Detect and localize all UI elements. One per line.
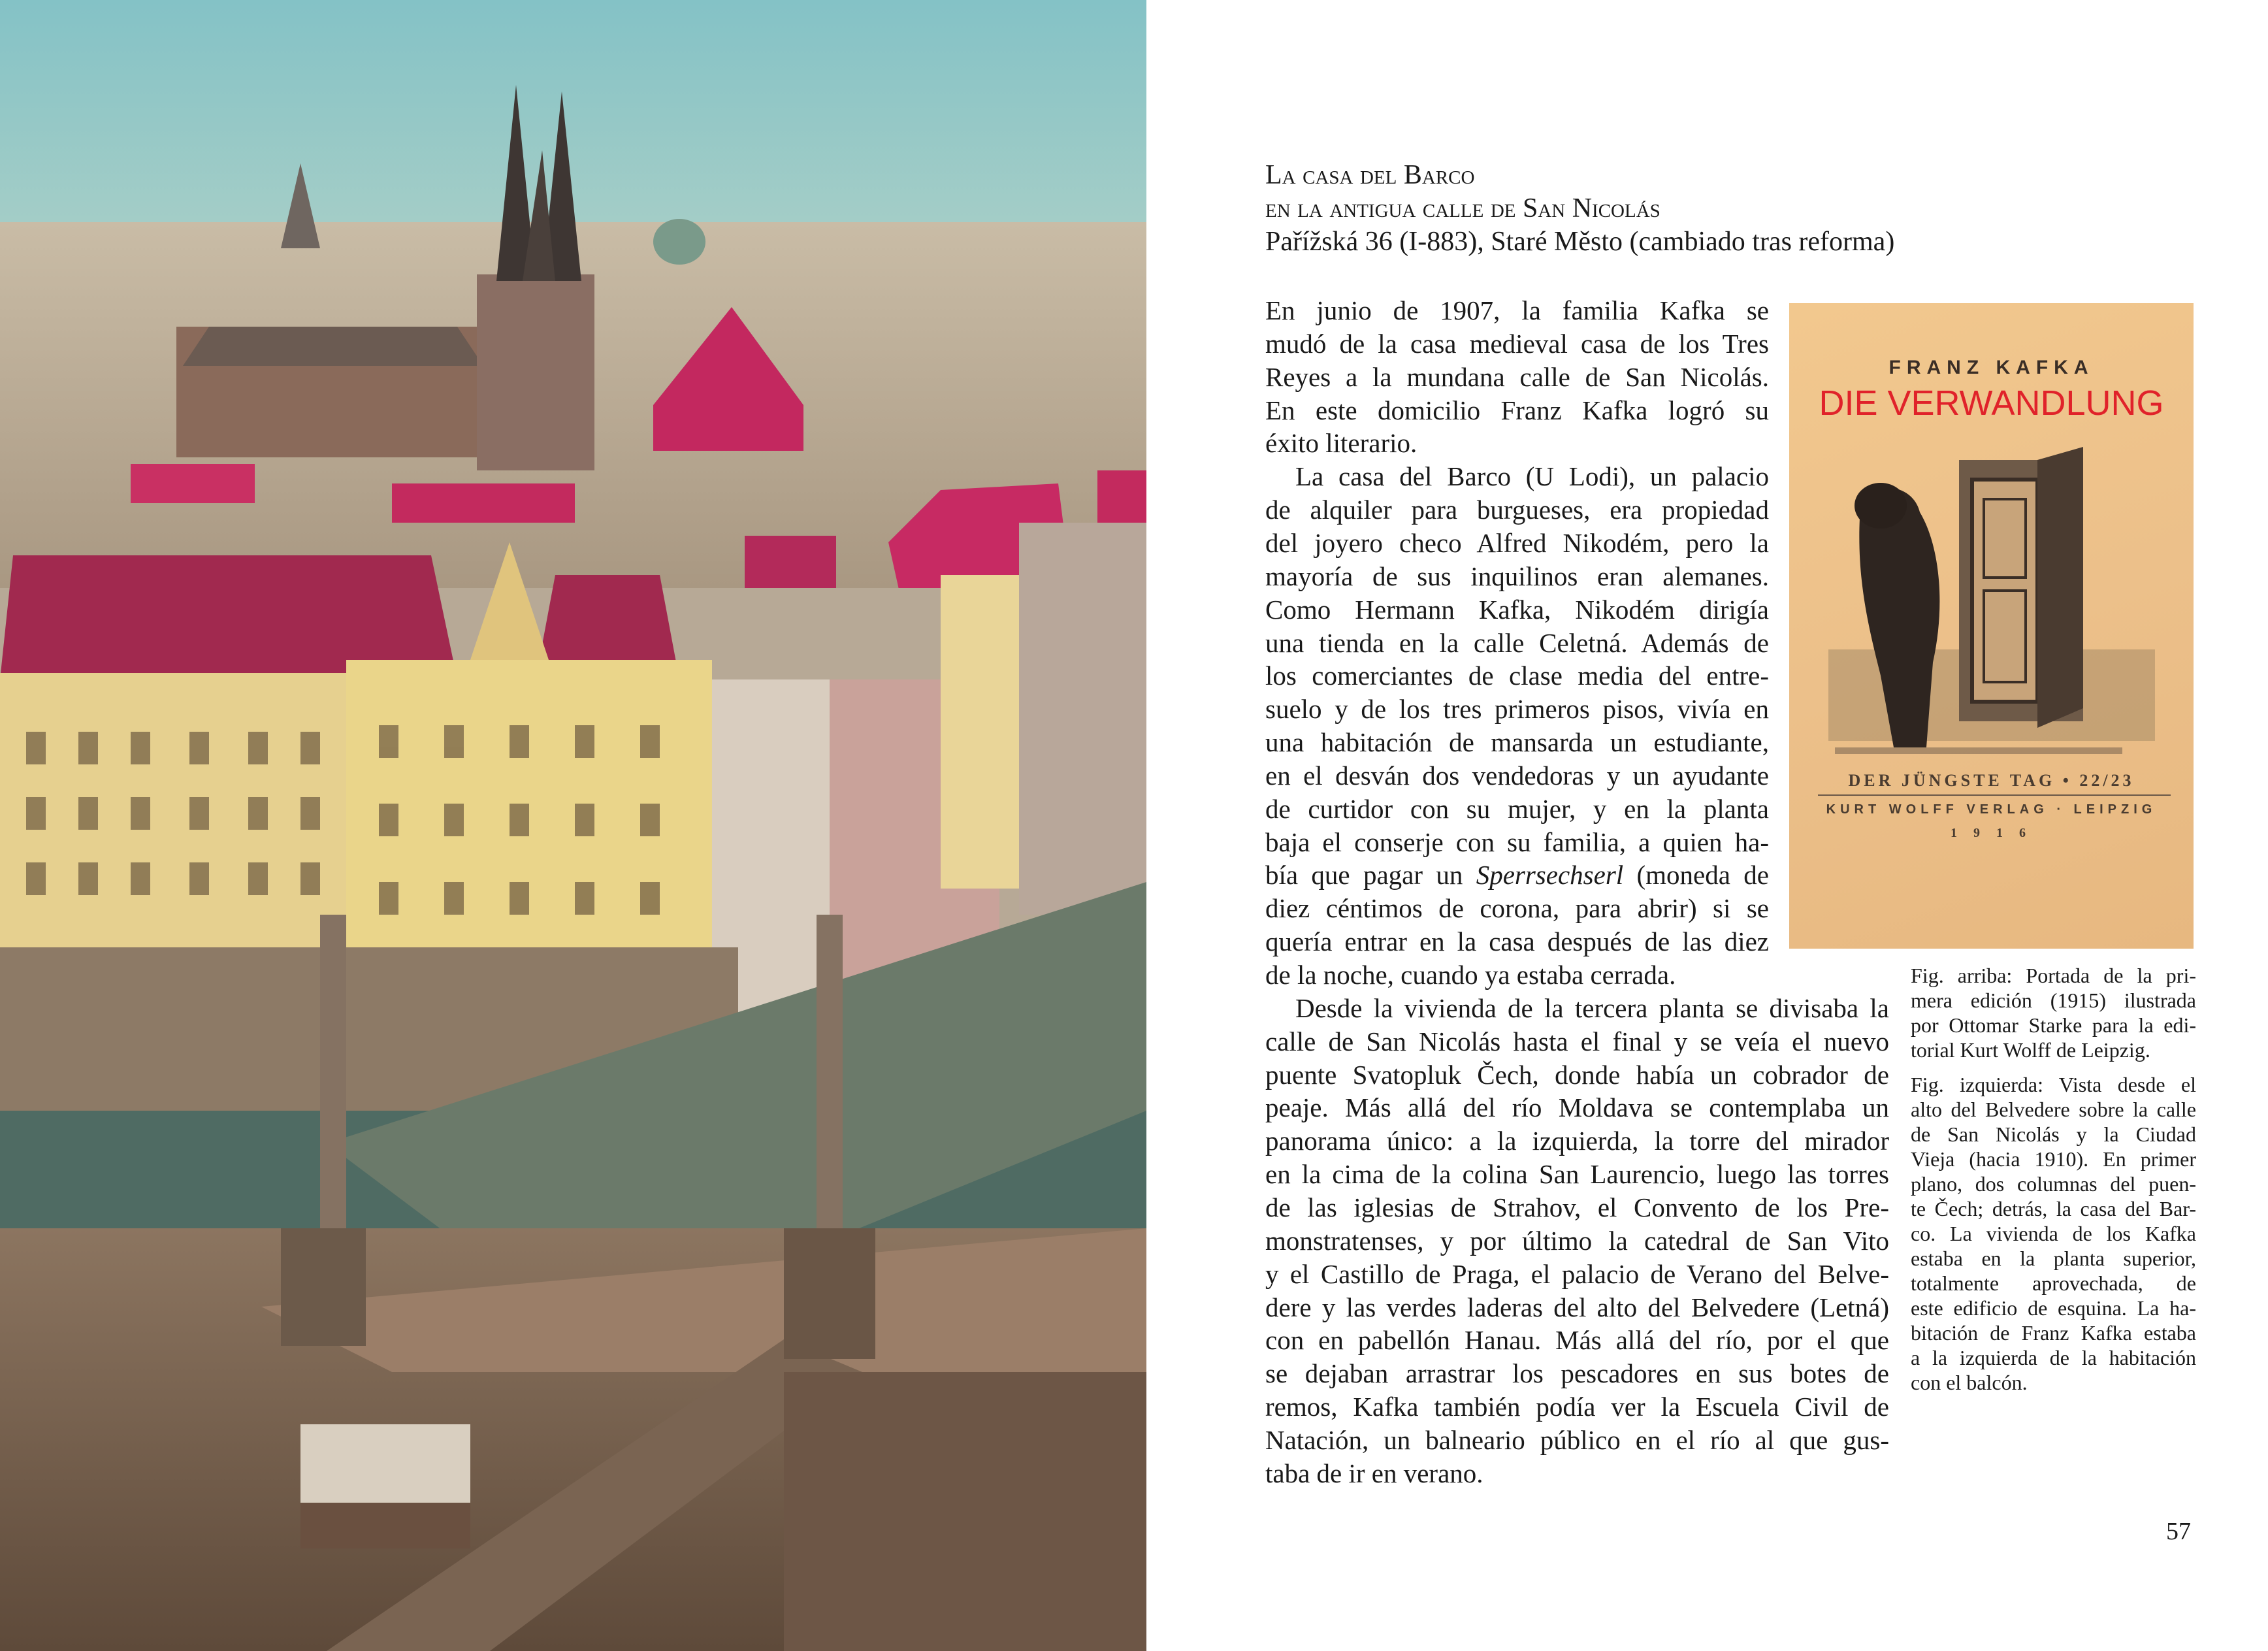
cover-illustration xyxy=(1809,440,2175,780)
caption-line: alto del Belvedere sobre la calle xyxy=(1911,1098,2196,1121)
body-line: del joyero checo Alfred Nikodém, pero la xyxy=(1265,527,1769,558)
body-line: baja el conserje con su familia, a quien ha- xyxy=(1265,826,1769,857)
body-line: de las iglesias de Strahov, el Convento de los Pre- xyxy=(1265,1192,1889,1222)
body-line: los comerciantes de clase media del entre- xyxy=(1265,661,1769,691)
body-line: de alquiler para burgueses, era propiedad xyxy=(1265,495,1769,525)
page-number: 57 xyxy=(2166,1518,2191,1545)
body-line: remos, Kafka también podía ver la Escuela Civil de xyxy=(1265,1392,1889,1422)
body-line: calle de San Nicolás hasta el final y se veía el nuevo xyxy=(1265,1026,1889,1056)
caption-line: este edificio de esquina. La ha- xyxy=(1911,1296,2196,1320)
cover-series: DER JÜNGSTE TAG • 22/23 xyxy=(1848,771,2135,790)
body-line: de curtidor con su mujer, y en la planta xyxy=(1265,793,1769,824)
body-line: taba de ir en verano. xyxy=(1265,1458,1483,1488)
body-line: Reyes a la mundana calle de San Nicolás. xyxy=(1265,361,1769,392)
body-line: Desde la vivienda de la tercera planta se divisaba la xyxy=(1295,992,1889,1023)
body-line: puente Svatopluk Čech, donde había un cobrador de xyxy=(1265,1059,1889,1090)
body-line: panorama único: a la izquierda, la torre del mirador xyxy=(1265,1126,1889,1156)
body-line: En este domicilio Franz Kafka logró su xyxy=(1265,395,1769,425)
caption-line: torial Kurt Wolff de Leipzig. xyxy=(1911,1038,2150,1062)
body-line: La casa del Barco (U Lodi), un palacio xyxy=(1295,461,1769,492)
body-line: Natación, un balneario público en el río al que gus- xyxy=(1265,1424,1889,1455)
body-line: se dejaban arrastrar los pescadores en sus botes de xyxy=(1265,1358,1889,1389)
cover-divider xyxy=(1818,794,2171,796)
cover-publisher: KURT WOLFF VERLAG · LEIPZIG xyxy=(1826,802,2157,817)
body-line: una tienda en la calle Celetná. Además de xyxy=(1265,627,1769,658)
body-line: éxito literario. xyxy=(1265,428,1418,459)
section-address: Pařížská 36 (I-883), Staré Město (cambiado tras reforma) xyxy=(1265,227,1895,257)
body-line: una habitación de mansarda un estudiante, xyxy=(1265,727,1769,758)
caption-line: con el balcón. xyxy=(1911,1371,2028,1394)
body-line: bía que pagar un Sperrsechserl (moneda de xyxy=(1265,860,1769,891)
body-line: En junio de 1907, la familia Kafka se xyxy=(1265,295,1769,325)
body-line: diez céntimos de corona, para abrir) si se xyxy=(1265,893,1769,924)
book-cover-die-verwandlung xyxy=(1789,303,2194,949)
body-line: dere y las verdes laderas del alto del Belvedere (Letná) xyxy=(1265,1292,1889,1322)
body-line: y el Castillo de Praga, el palacio de Verano del Belve- xyxy=(1265,1258,1889,1289)
body-line: suelo y de los tres primeros pisos, vivía en xyxy=(1265,694,1769,725)
body-line: monstratenses, y por último la catedral de San Vito xyxy=(1265,1225,1889,1256)
caption-line: Fig. izquierda: Vista desde el xyxy=(1911,1073,2196,1096)
body-line: mudó de la casa medieval casa de los Tres xyxy=(1265,328,1769,359)
body-line: de la noche, cuando ya estaba cerrada. xyxy=(1265,960,1676,990)
body-line: con en pabellón Hanau. Más allá del río, por el que xyxy=(1265,1325,1889,1356)
cover-author: FRANZ KAFKA xyxy=(1888,357,2094,378)
caption-line: Vieja (hacia 1910). En primer xyxy=(1911,1147,2196,1171)
section-title: La casa del Barco xyxy=(1265,160,1475,190)
caption-line: co. La vivienda de los Kafka xyxy=(1911,1222,2196,1245)
caption-line: por Ottomar Starke para la edi- xyxy=(1911,1013,2196,1037)
caption-line: de San Nicolás y la Ciudad xyxy=(1911,1122,2196,1146)
caption-line: bitación de Franz Kafka estaba xyxy=(1911,1321,2196,1345)
caption-line: mera edición (1915) ilustrada xyxy=(1911,989,2196,1012)
body-line: en la cima de la colina San Laurencio, luego las torres xyxy=(1265,1159,1889,1190)
caption-line: Fig. arriba: Portada de la pri- xyxy=(1911,964,2196,987)
cover-title: DIE VERWANDLUNG xyxy=(1819,384,2164,423)
section-subtitle: en la antigua calle de San Nicolás xyxy=(1265,193,1660,223)
caption-line: totalmente aprovechada, de xyxy=(1911,1271,2196,1295)
body-line: peaje. Más allá del río Moldava se contemplaba un xyxy=(1265,1092,1889,1123)
italic-term: Sperrsechserl xyxy=(1476,860,1624,891)
body-line: mayoría de sus inquilinos eran alemanes. xyxy=(1265,561,1769,591)
caption-line: a la izquierda de la habitación xyxy=(1911,1346,2196,1369)
cover-year: 1 9 1 6 xyxy=(1951,826,2032,840)
caption-line: plano, dos columnas del puen- xyxy=(1911,1172,2196,1196)
caption-line: te Čech; detrás, la casa del Bar- xyxy=(1911,1197,2196,1220)
body-line: en el desván dos vendedoras y un ayudante xyxy=(1265,760,1769,791)
caption-line: estaba en la planta superior, xyxy=(1911,1247,2196,1270)
body-line: Como Hermann Kafka, Nikodém dirigía xyxy=(1265,594,1769,625)
body-line: quería entrar en la casa después de las diez xyxy=(1265,926,1769,957)
